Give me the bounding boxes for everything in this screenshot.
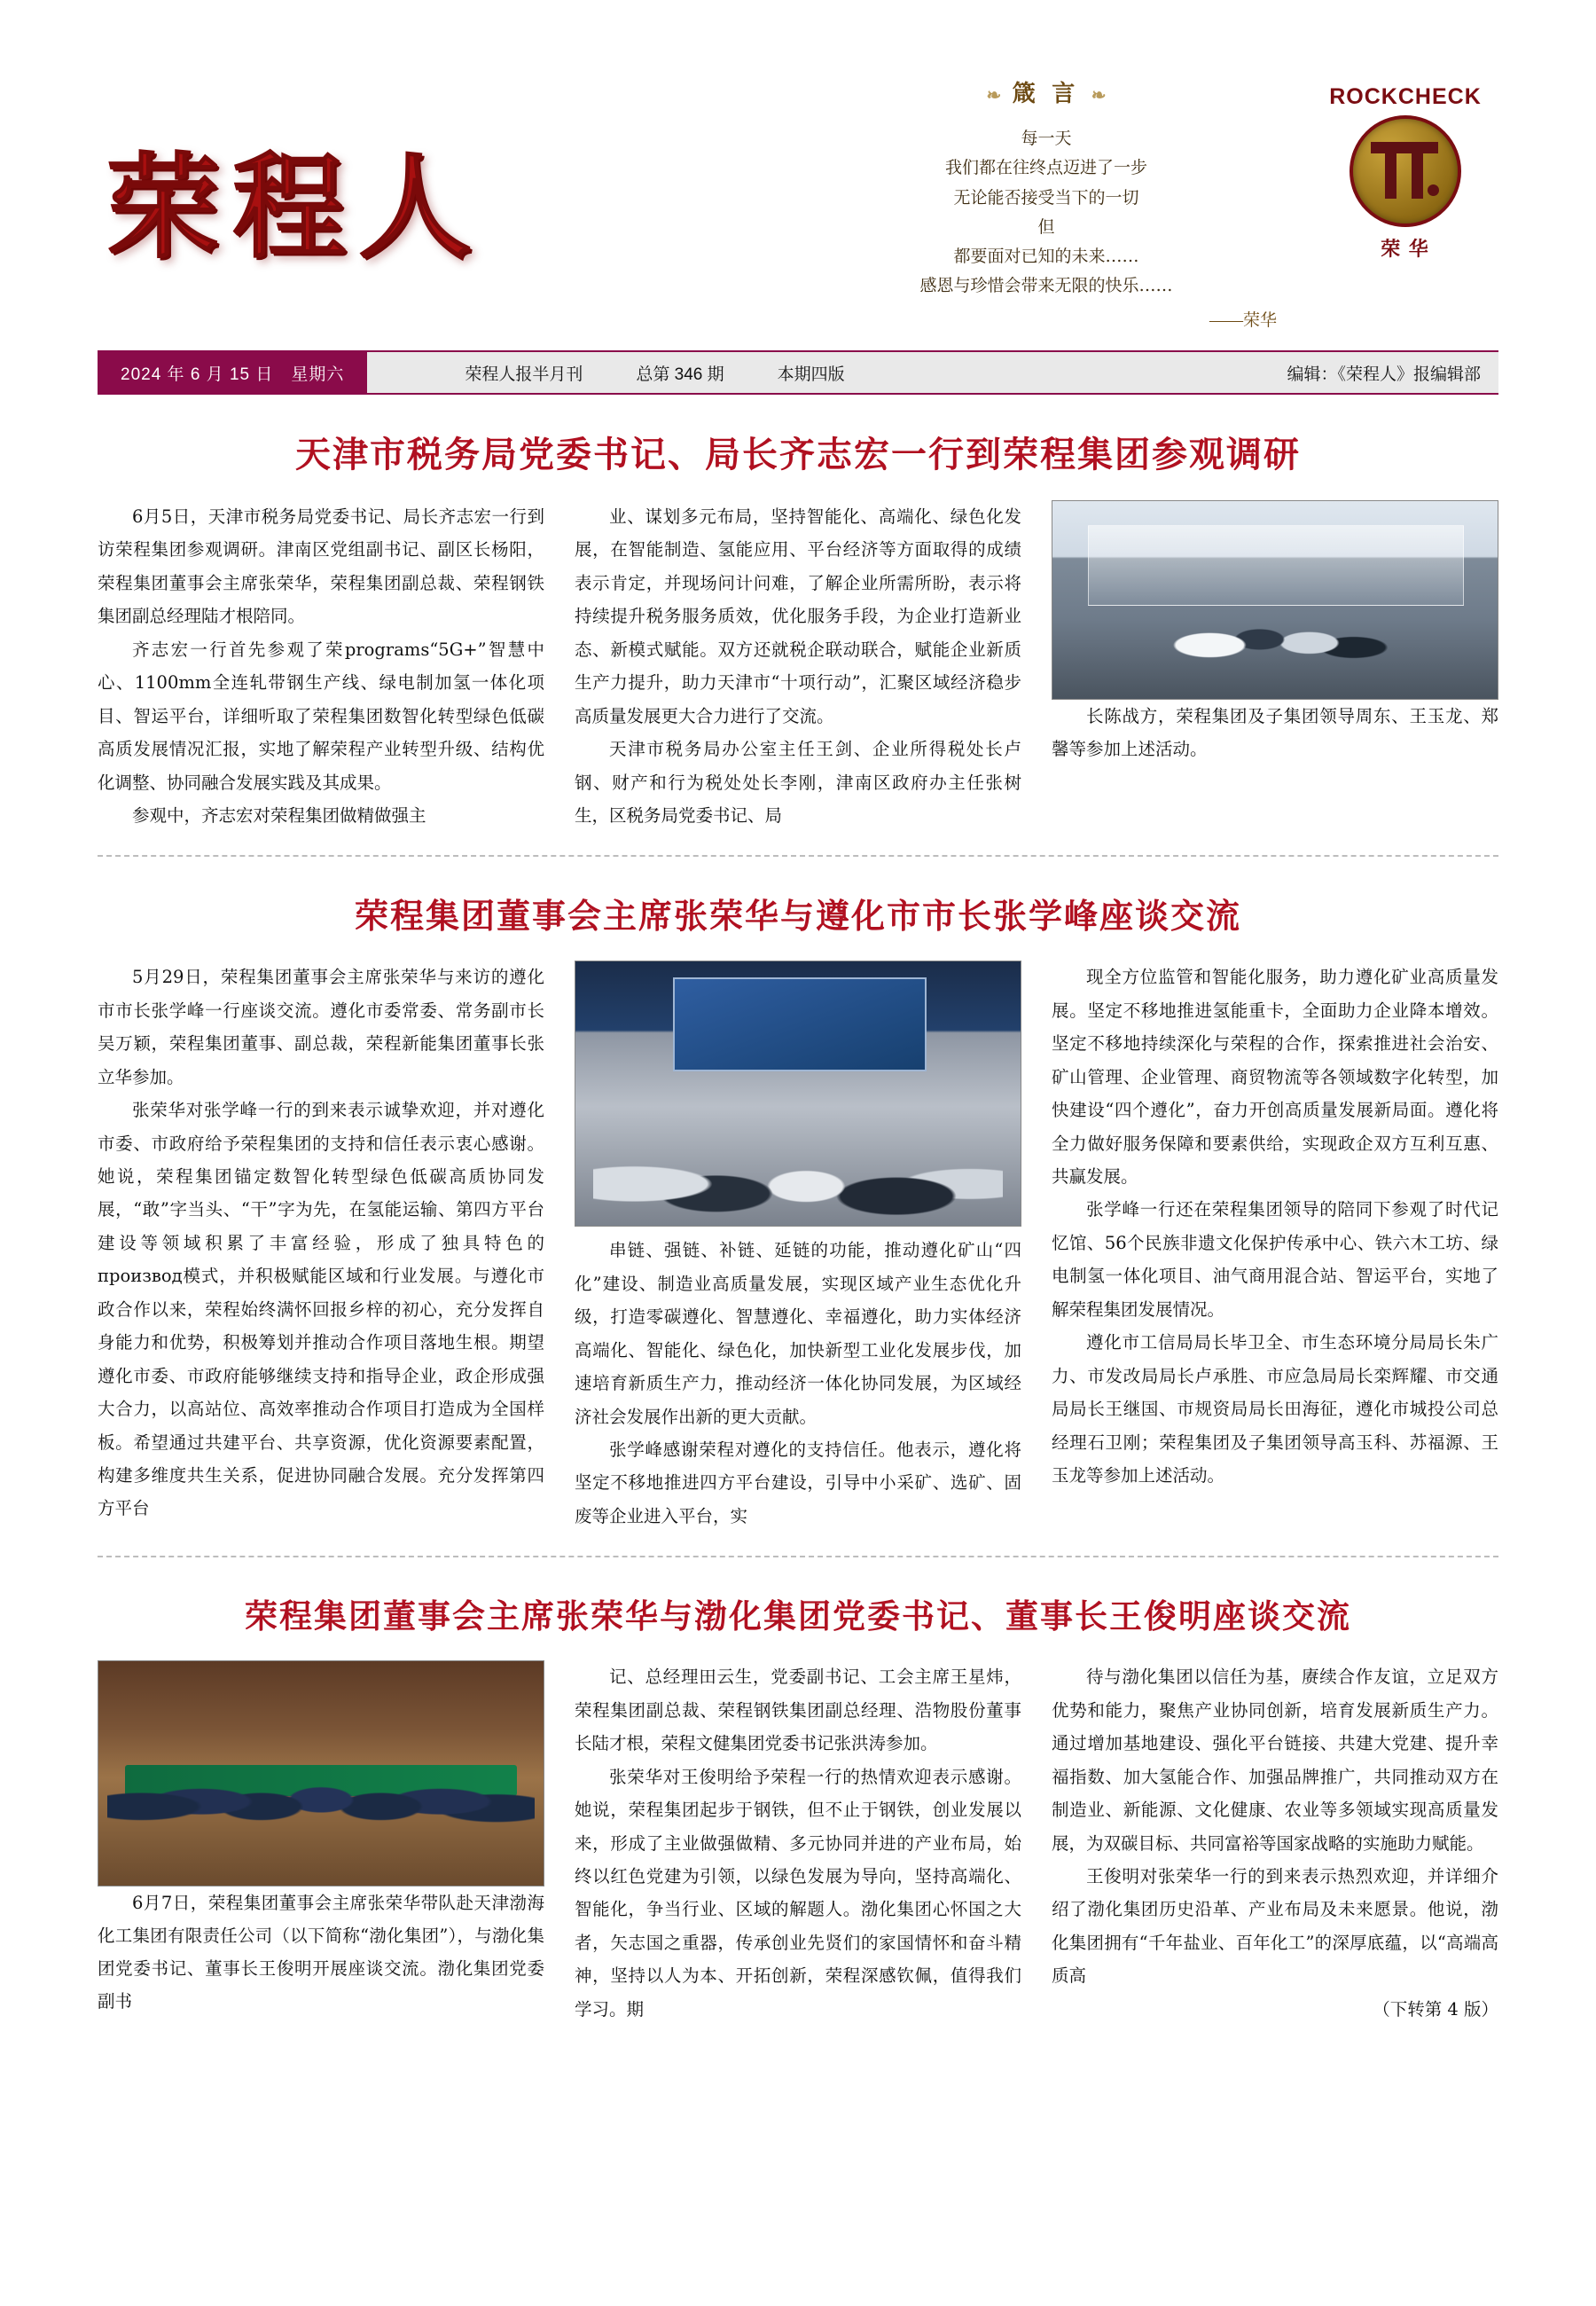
photo-bohua-group (98, 1660, 544, 1886)
article-columns (98, 1660, 1498, 2026)
article-column-1 (98, 961, 544, 1525)
article-headline: 天津市税务局党委书记、局长齐志宏一行到荣程集团参观调研 (295, 434, 1301, 475)
ornament-left-icon: ❧ (986, 86, 1002, 106)
paragraph: 王俊明对张荣华一行的到来表示热烈欢迎，并详细介绍了渤化集团历史沿革、产业布局及未来愿景。他说，渤化集团拥有“千年盐业、百年化工”的深厚底蕴，以“高端高质高 (1052, 1865, 1498, 1987)
article-column-1 (98, 500, 544, 832)
paragraph: 业、谋划多元布局，坚持智能化、高端化、绿色化发展，在智能制造、氢能应用、平台经济等方面取得的成绩表示肯定，并现场问计问难，了解企业所需所盼，表示将持续提升税务服务质效，优化服务手段，为企业打造新业态、新模式赋能。双方还就税企联动联合，赋能企业新质生产力提升，助力天津市“十项行动”，汇聚区域经济稳步高质量发展更大合力进行了交流。 (575, 506, 1021, 726)
paragraph: 遵化市工信局局长毕卫全、市生态环境分局局长朱广力、市发改局局长卢承胜、市应急局局长栾辉耀、市交通局局长王继国、市规资局局长田海征，遵化市城投公司总经理石卫刚；荣程集团及子集团领导高玉科、苏福源、王玉龙等参加上述活动。 (1052, 1332, 1498, 1486)
photo-tax-bureau-visit (1052, 500, 1498, 700)
paragraph: 张学峰一行还在荣程集团领导的陪同下参观了时代记忆馆、56个民族非遗文化保护传承中心、铁六木工坊、绿电制氢一体化项目、油气商用混合站、智运平台，实地了解荣程集团发展情况。 (1052, 1199, 1498, 1320)
issue-info-bar (98, 350, 1498, 395)
article-zunhua (98, 857, 1498, 1533)
motto-line: 感恩与珍惜会带来无限的快乐…… (919, 276, 1173, 296)
motto-block (798, 75, 1295, 331)
paragraph: 记、总经理田云生，党委副书记、工会主席王星炜，荣程集团副总裁、荣程钢铁集团副总经理、浩物股份董事长陆才根，荣程文健集团党委书记张洪涛参加。 (575, 1667, 1021, 1754)
editor-info: 编辑：《荣程人》报编辑部 (1287, 365, 1481, 384)
article-column-2 (575, 961, 1021, 1533)
paragraph: 待与渤化集团以信任为基，赓续合作友谊，立足双方优势和能力，聚焦产业协同创新，培育发展新质生产力。通过增加基地建设、强化平台链接、共建大党建、提升幸福指数、加大氢能合作、加强品牌推广，共同推动双方在制造业、新能源、文化健康、农业等多领域实现高质量发展，为双碳目标、共同富裕等国家战略的实施助力赋能。 (1052, 1667, 1498, 1854)
rockcheck-emblem-icon (1350, 115, 1461, 227)
paragraph: 张荣华对张学峰一行的到来表示诚挚欢迎，并对遵化市委、市政府给予荣程集团的支持和信任表示衷心感谢。她说，荣程集团锚定数智化转型绿色低碳高质协同发展，“敢”字当头、“干”字为先，在氢能运输、第四方平台建设等领域积累了丰富经验，形成了独具特色的производ模式，并积极赋能区域和行业发展。与遵化市政合作以来，荣程始终满怀回报乡梓的初心，充分发挥自身能力和优势，积极筹划并推动合作项目落地生根。期望遵化市委、市政府能够继续支持和指导企业，政企形成强大合力，以高站位、高效率推动合作项目打造成为全国样板。希望通过共建平台、共享资源，优化资源要素配置，构建多维度共生关系，促进协同融合发展。充分发挥第四方平台 (98, 1100, 544, 1519)
publication-title: 荣程人 (106, 141, 485, 274)
masthead (98, 35, 1498, 350)
motto-line: 我们都在往终点迈进了一步 (944, 158, 1147, 178)
article-headline: 荣程集团董事会主席张荣华与渤化集团党委书记、董事长王俊明座谈交流 (245, 1596, 1351, 1636)
motto-title-row (951, 75, 1141, 108)
motto-line: 但 (1037, 216, 1055, 237)
article-column-2 (575, 500, 1021, 832)
brand-subtitle: 荣 华 (1381, 238, 1430, 260)
continued-note: （下转第 4 版） (1373, 1998, 1498, 2020)
article-column-3 (1052, 500, 1498, 765)
issue-date: 2024 年 6 月 15 日 星期六 (98, 352, 367, 393)
motto-title: 箴 言 (1012, 81, 1081, 106)
paragraph: 6月5日，天津市税务局党委书记、局长齐志宏一行到访荣程集团参观调研。津南区党组副书记、副区长杨阳，荣程集团董事会主席张荣华，荣程集团副总裁、荣程钢铁集团副总经理陆才根陪同。 (98, 506, 544, 627)
motto-line: 都要面对已知的未来…… (953, 247, 1139, 266)
paragraph: 参观中，齐志宏对荣程集团做精做强主 (132, 804, 426, 826)
article-column-1 (98, 1660, 544, 2018)
paragraph: 张学峰感谢荣程对遵化的支持信任。他表示，遵化将坚定不移地推进四方平台建设，引导中小采矿、选矿、固废等企业进入平台，实 (575, 1439, 1021, 1526)
paragraph: 串链、强链、补链、延链的功能，推动遵化矿山“四化”建设、制造业高质量发展，实现区域产业生态优化升级，打造零碳遵化、智慧遵化、幸福遵化，助力实体经济高端化、智能化、绿色化，加快新型工业化发展步伐，加速培育新质生产力，推动经济一体化协同发展，为区域经济社会发展作出新的更大贡献。 (575, 1240, 1021, 1427)
photo-zunhua-meeting (575, 961, 1021, 1227)
photo-caption: 6月7日，荣程集团董事会主席张荣华带队赴天津渤海化工集团有限责任公司（以下简称“渤化集团”），与渤化集团党委书记、董事长王俊明开展座谈交流。渤化集团党委副书 (98, 1893, 544, 2012)
article-tax-bureau (98, 395, 1498, 832)
paragraph: 张荣华对王俊明给予荣程一行的热情欢迎表示感谢。她说，荣程集团起步于钢铁，但不止于钢铁，创业发展以来，形成了主业做强做精、多元协同并进的产业布局，始终以红色党建为引领，以绿色发展为导向，坚持高端化、智能化，争当行业、区域的解题人。渤化集团心怀国之大者，矢志国之重器，传承创业先贤们的家国情怀和奋斗精神，坚持以人为本、开拓创新，荣程深感钦佩，值得我们学习。期 (575, 1766, 1021, 2020)
ornament-right-icon: ❧ (1091, 86, 1107, 106)
paragraph: 天津市税务局办公室主任王剑、企业所得税处长卢钢、财产和行为税处处长李刚，津南区政府办主任张树生，区税务局党委书记、局 (575, 739, 1021, 826)
publication-name: 荣程人报半月刊 (465, 365, 583, 384)
page-count: 本期四版 (777, 365, 845, 384)
article-column-3 (1052, 961, 1498, 1492)
paragraph: 5月29日，荣程集团董事会主席张荣华与来访的遵化市市长张学峰一行座谈交流。遵化市委常委、常务副市长吴万颖，荣程集团董事、副总裁，荣程新能集团董事长张立华参加。 (98, 967, 544, 1087)
motto-line: 每一天 (1021, 129, 1072, 148)
photo-caption: 长陈战方，荣程集团及子集团领导周东、王玉龙、郑馨等参加上述活动。 (1052, 706, 1498, 760)
motto-lines (798, 124, 1295, 302)
article-column-2 (575, 1660, 1021, 2026)
issue-meta (367, 352, 1287, 393)
article-columns (98, 961, 1498, 1533)
motto-signature: ——荣华 (1209, 310, 1277, 330)
motto-line: 无论能否接受当下的一切 (953, 187, 1139, 208)
article-bohua (98, 1557, 1498, 2026)
paragraph: 齐志宏一行首先参观了荣programs“5G+”智慧中心、1100mm全连轧带钢生产线、绿电制加氢一体化项目、智运平台，详细听取了荣程集团数智化转型绿色低碳高质发展情况汇报，实地了解荣程产业转型升级、结构优化调整、协同融合发展实践及其成果。 (98, 639, 544, 793)
article-columns (98, 500, 1498, 832)
brand-name: ROCKCHECK (1329, 84, 1482, 109)
article-column-3 (1052, 1660, 1498, 2026)
issue-number: 总第 346 期 (636, 365, 724, 384)
article-headline: 荣程集团董事会主席张荣华与遵化市市长张学峰座谈交流 (354, 896, 1241, 937)
paragraph: 现全方位监管和智能化服务，助力遵化矿业高质量发展。坚定不移地推进氢能重卡，全面助力企业降本增效。坚定不移地持续深化与荣程的合作，探索推进社会治安、矿山管理、企业管理、商贸物流等各领域数字化转型，加快建设“四个遵化”，奋力开创高质量发展新局面。遵化将全力做好服务保障和要素供给，实现政企双方互利互惠、共赢发展。 (1052, 967, 1498, 1187)
brand-logo (1312, 84, 1498, 262)
